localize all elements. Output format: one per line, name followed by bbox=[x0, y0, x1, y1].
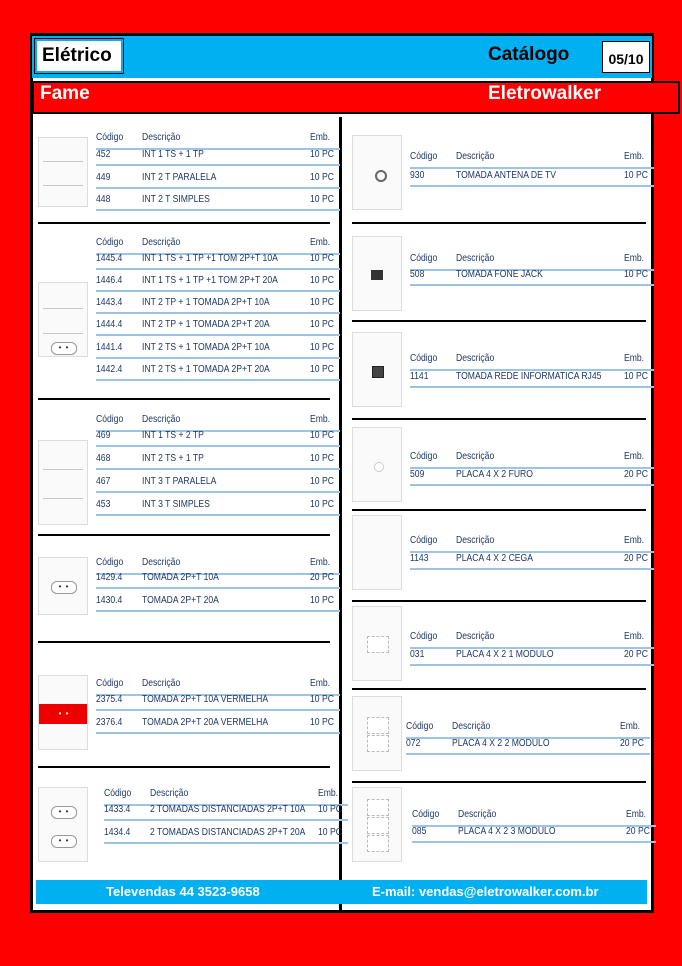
product-description: PLACA 4 X 2 FURO bbox=[456, 469, 533, 480]
module-slot-icon bbox=[367, 636, 389, 653]
left-header-packaging: Emb. bbox=[310, 557, 331, 568]
phone-jack-icon bbox=[371, 270, 383, 280]
row-underline bbox=[412, 841, 656, 843]
socket-icon: • • bbox=[51, 806, 77, 819]
right-header-description: Descrição bbox=[456, 631, 495, 642]
left-header-description: Descrição bbox=[142, 237, 181, 248]
right-product-image-1 bbox=[352, 236, 402, 311]
right-product-image-2 bbox=[352, 332, 402, 407]
product-code: 1434.4 bbox=[104, 827, 131, 838]
row-underline bbox=[96, 610, 340, 612]
product-code: 1430.4 bbox=[96, 595, 123, 606]
product-description: 2 TOMADAS DISTANCIADAS 2P+T 20A bbox=[150, 827, 306, 838]
product-packaging: 10 PC bbox=[310, 253, 334, 264]
right-header-packaging: Emb. bbox=[624, 353, 645, 364]
product-code: 930 bbox=[410, 170, 425, 181]
left-header-description: Descrição bbox=[142, 557, 181, 568]
product-code: 2376.4 bbox=[96, 717, 123, 728]
product-code: 031 bbox=[410, 649, 425, 660]
product-description: INT 1 TS + 1 TP +1 TOM 2P+T 10A bbox=[142, 253, 278, 264]
row-underline bbox=[410, 284, 654, 286]
row-underline bbox=[410, 185, 654, 187]
product-description: INT 3 T PARALELA bbox=[142, 476, 217, 487]
product-packaging: 10 PC bbox=[310, 694, 334, 705]
left-product-image-5 bbox=[38, 787, 88, 862]
product-description: TOMADA FONE JACK bbox=[456, 269, 543, 280]
row-underline bbox=[410, 386, 654, 388]
row-underline bbox=[96, 468, 340, 470]
product-description: TOMADA REDE INFORMATICA RJ45 bbox=[456, 371, 602, 382]
right-header-code: Código bbox=[410, 451, 438, 462]
product-packaging: 10 PC bbox=[310, 476, 334, 487]
row-underline bbox=[96, 587, 340, 589]
product-code: 085 bbox=[412, 826, 427, 837]
switch-key-line bbox=[43, 185, 83, 186]
product-code: 072 bbox=[406, 738, 421, 749]
product-packaging: 20 PC bbox=[624, 649, 648, 660]
section-separator bbox=[38, 641, 330, 643]
left-header-code: Código bbox=[96, 557, 124, 568]
section-separator bbox=[352, 418, 646, 420]
left-header-code: Código bbox=[96, 414, 124, 425]
right-product-image-7 bbox=[352, 787, 402, 862]
product-packaging: 10 PC bbox=[310, 275, 334, 286]
product-code: 1445.4 bbox=[96, 253, 123, 264]
right-header-code: Código bbox=[412, 809, 440, 820]
product-code: 467 bbox=[96, 476, 111, 487]
section-separator bbox=[352, 600, 646, 602]
product-packaging: 10 PC bbox=[318, 804, 342, 815]
product-packaging: 10 PC bbox=[310, 364, 334, 375]
right-header-packaging: Emb. bbox=[620, 721, 641, 732]
right-header-code: Código bbox=[410, 535, 438, 546]
module-slot-icon bbox=[367, 835, 389, 852]
product-packaging: 10 PC bbox=[310, 453, 334, 464]
socket-icon: • • bbox=[51, 835, 77, 848]
product-packaging: 10 PC bbox=[310, 430, 334, 441]
product-packaging: 20 PC bbox=[624, 553, 648, 564]
product-code: 448 bbox=[96, 194, 111, 205]
product-code: 508 bbox=[410, 269, 425, 280]
section-separator bbox=[352, 222, 646, 224]
header-underline bbox=[96, 148, 340, 150]
switch-key-line bbox=[43, 161, 83, 162]
left-header-description: Descrição bbox=[142, 678, 181, 689]
left-header-code: Código bbox=[96, 678, 124, 689]
product-description: INT 1 TS + 1 TP +1 TOM 2P+T 20A bbox=[142, 275, 278, 286]
product-description: INT 2 T PARALELA bbox=[142, 172, 217, 183]
row-underline bbox=[96, 209, 340, 211]
module-slot-icon bbox=[367, 735, 389, 752]
row-underline bbox=[96, 445, 340, 447]
left-header-code: Código bbox=[96, 132, 124, 143]
right-product-image-0 bbox=[352, 135, 402, 210]
section-separator bbox=[38, 534, 330, 536]
left-header-description: Descrição bbox=[142, 414, 181, 425]
right-header-description: Descrição bbox=[456, 535, 495, 546]
product-description: INT 2 TP + 1 TOMADA 2P+T 20A bbox=[142, 319, 270, 330]
product-description: INT 3 T SIMPLES bbox=[142, 499, 210, 510]
left-header-description: Descrição bbox=[142, 132, 181, 143]
footer-phone: Televendas 44 3523-9658 bbox=[106, 884, 260, 899]
section-separator bbox=[352, 320, 646, 322]
right-header-description: Descrição bbox=[458, 809, 497, 820]
brand-fame: Fame bbox=[40, 83, 90, 104]
product-code: 452 bbox=[96, 149, 111, 160]
left-header-description: Descrição bbox=[150, 788, 189, 799]
row-underline bbox=[410, 664, 654, 666]
product-description: TOMADA ANTENA DE TV bbox=[456, 170, 557, 181]
catalog-label: Catálogo bbox=[488, 44, 570, 65]
left-header-packaging: Emb. bbox=[318, 788, 339, 799]
left-header-packaging: Emb. bbox=[310, 678, 331, 689]
section-separator bbox=[352, 509, 646, 511]
product-description: INT 2 TP + 1 TOMADA 2P+T 10A bbox=[142, 297, 270, 308]
product-packaging: 10 PC bbox=[624, 269, 648, 280]
product-packaging: 10 PC bbox=[318, 827, 342, 838]
right-header-packaging: Emb. bbox=[624, 535, 645, 546]
product-description: TOMADA 2P+T 20A VERMELHA bbox=[142, 717, 269, 728]
product-code: 469 bbox=[96, 430, 111, 441]
product-description: TOMADA 2P+T 10A bbox=[142, 572, 219, 583]
module-slot-icon bbox=[367, 717, 389, 734]
product-description: INT 2 TS + 1 TOMADA 2P+T 20A bbox=[142, 364, 270, 375]
left-header-code: Código bbox=[96, 237, 124, 248]
product-packaging: 10 PC bbox=[310, 717, 334, 728]
product-description: INT 2 T SIMPLES bbox=[142, 194, 210, 205]
product-code: 1446.4 bbox=[96, 275, 123, 286]
left-header-packaging: Emb. bbox=[310, 237, 331, 248]
left-product-image-0 bbox=[38, 137, 88, 207]
product-description: PLACA 4 X 2 1 MODULO bbox=[456, 649, 554, 660]
product-packaging: 10 PC bbox=[310, 499, 334, 510]
left-product-image-3 bbox=[38, 557, 88, 615]
left-header-packaging: Emb. bbox=[310, 414, 331, 425]
product-description: INT 2 TS + 1 TP bbox=[142, 453, 204, 464]
switch-key-line bbox=[43, 308, 83, 309]
switch-key-line bbox=[43, 498, 83, 499]
right-product-image-3 bbox=[352, 427, 402, 502]
product-description: PLACA 4 X 2 CEGA bbox=[456, 553, 533, 564]
section-separator bbox=[38, 222, 330, 224]
row-underline bbox=[96, 357, 340, 359]
product-description: TOMADA 2P+T 10A VERMELHA bbox=[142, 694, 269, 705]
right-header-description: Descrição bbox=[456, 151, 495, 162]
right-header-packaging: Emb. bbox=[626, 809, 647, 820]
product-code: 468 bbox=[96, 453, 111, 464]
switch-key-line bbox=[43, 333, 83, 334]
row-underline bbox=[96, 334, 340, 336]
product-packaging: 10 PC bbox=[310, 342, 334, 353]
product-code: 1433.4 bbox=[104, 804, 131, 815]
right-header-description: Descrição bbox=[452, 721, 491, 732]
product-description: INT 1 TS + 2 TP bbox=[142, 430, 204, 441]
right-header-code: Código bbox=[410, 631, 438, 642]
row-underline bbox=[410, 484, 654, 486]
hole-icon bbox=[374, 462, 384, 472]
footer-bar bbox=[36, 880, 647, 904]
product-packaging: 20 PC bbox=[310, 572, 334, 583]
left-product-image-1 bbox=[38, 282, 88, 357]
product-description: INT 1 TS + 1 TP bbox=[142, 149, 204, 160]
product-description: PLACA 4 X 2 2 MODULO bbox=[452, 738, 550, 749]
right-header-code: Código bbox=[406, 721, 434, 732]
product-code: 1143 bbox=[410, 553, 429, 564]
right-header-description: Descrição bbox=[456, 253, 495, 264]
right-product-image-4 bbox=[352, 515, 402, 590]
right-header-packaging: Emb. bbox=[624, 151, 645, 162]
right-product-image-5 bbox=[352, 606, 402, 681]
row-underline bbox=[96, 268, 340, 270]
product-description: INT 2 TS + 1 TOMADA 2P+T 10A bbox=[142, 342, 270, 353]
row-underline bbox=[96, 290, 340, 292]
product-description: TOMADA 2P+T 20A bbox=[142, 595, 219, 606]
row-underline bbox=[96, 379, 340, 381]
right-header-packaging: Emb. bbox=[624, 631, 645, 642]
header-underline bbox=[410, 167, 654, 169]
product-packaging: 10 PC bbox=[310, 595, 334, 606]
row-underline bbox=[96, 312, 340, 314]
product-packaging: 10 PC bbox=[310, 297, 334, 308]
socket-icon: • • bbox=[51, 581, 77, 594]
socket-icon: • • bbox=[51, 708, 77, 721]
product-code: 1444.4 bbox=[96, 319, 123, 330]
section-separator bbox=[352, 688, 646, 690]
section-separator bbox=[38, 398, 330, 400]
right-header-code: Código bbox=[410, 353, 438, 364]
product-packaging: 20 PC bbox=[620, 738, 644, 749]
row-underline bbox=[104, 842, 348, 844]
section-separator bbox=[38, 766, 330, 768]
product-packaging: 10 PC bbox=[310, 319, 334, 330]
product-code: 1442.4 bbox=[96, 364, 123, 375]
product-code: 449 bbox=[96, 172, 111, 183]
antenna-icon bbox=[375, 170, 387, 182]
page-title: Elétrico bbox=[35, 39, 123, 73]
product-code: 453 bbox=[96, 499, 111, 510]
row-underline bbox=[406, 753, 650, 755]
left-product-image-4 bbox=[38, 675, 88, 750]
section-separator bbox=[352, 781, 646, 783]
switch-key-line bbox=[43, 469, 83, 470]
row-underline bbox=[96, 709, 340, 711]
product-packaging: 10 PC bbox=[310, 149, 334, 160]
product-packaging: 10 PC bbox=[624, 371, 648, 382]
row-underline bbox=[96, 514, 340, 516]
right-header-packaging: Emb. bbox=[624, 451, 645, 462]
row-underline bbox=[96, 732, 340, 734]
right-product-image-6 bbox=[352, 696, 402, 771]
row-underline bbox=[410, 568, 654, 570]
row-underline bbox=[96, 187, 340, 189]
page-number: 05/10 bbox=[602, 41, 650, 73]
product-code: 1441.4 bbox=[96, 342, 123, 353]
right-header-code: Código bbox=[410, 253, 438, 264]
right-header-packaging: Emb. bbox=[624, 253, 645, 264]
row-underline bbox=[104, 819, 348, 821]
row-underline bbox=[96, 164, 340, 166]
product-code: 1443.4 bbox=[96, 297, 123, 308]
product-packaging: 20 PC bbox=[624, 469, 648, 480]
left-header-packaging: Emb. bbox=[310, 132, 331, 143]
product-code: 2375.4 bbox=[96, 694, 123, 705]
left-header-code: Código bbox=[104, 788, 132, 799]
header-underline bbox=[96, 430, 340, 432]
product-code: 1141 bbox=[410, 371, 429, 382]
product-packaging: 10 PC bbox=[624, 170, 648, 181]
brand-eletrowalker: Eletrowalker bbox=[488, 83, 601, 104]
footer-email[interactable]: E-mail: vendas@eletrowalker.com.br bbox=[372, 884, 599, 899]
product-description: 2 TOMADAS DISTANCIADAS 2P+T 10A bbox=[150, 804, 306, 815]
right-header-description: Descrição bbox=[456, 353, 495, 364]
left-product-image-2 bbox=[38, 440, 88, 525]
socket-icon: • • bbox=[51, 342, 77, 355]
product-code: 1429.4 bbox=[96, 572, 123, 583]
product-packaging: 20 PC bbox=[626, 826, 650, 837]
right-header-code: Código bbox=[410, 151, 438, 162]
row-underline bbox=[96, 491, 340, 493]
module-slot-icon bbox=[367, 799, 389, 816]
product-packaging: 10 PC bbox=[310, 172, 334, 183]
right-header-description: Descrição bbox=[456, 451, 495, 462]
product-description: PLACA 4 X 2 3 MODULO bbox=[458, 826, 556, 837]
product-code: 509 bbox=[410, 469, 425, 480]
rj45-icon bbox=[372, 366, 384, 378]
product-packaging: 10 PC bbox=[310, 194, 334, 205]
module-slot-icon bbox=[367, 817, 389, 834]
